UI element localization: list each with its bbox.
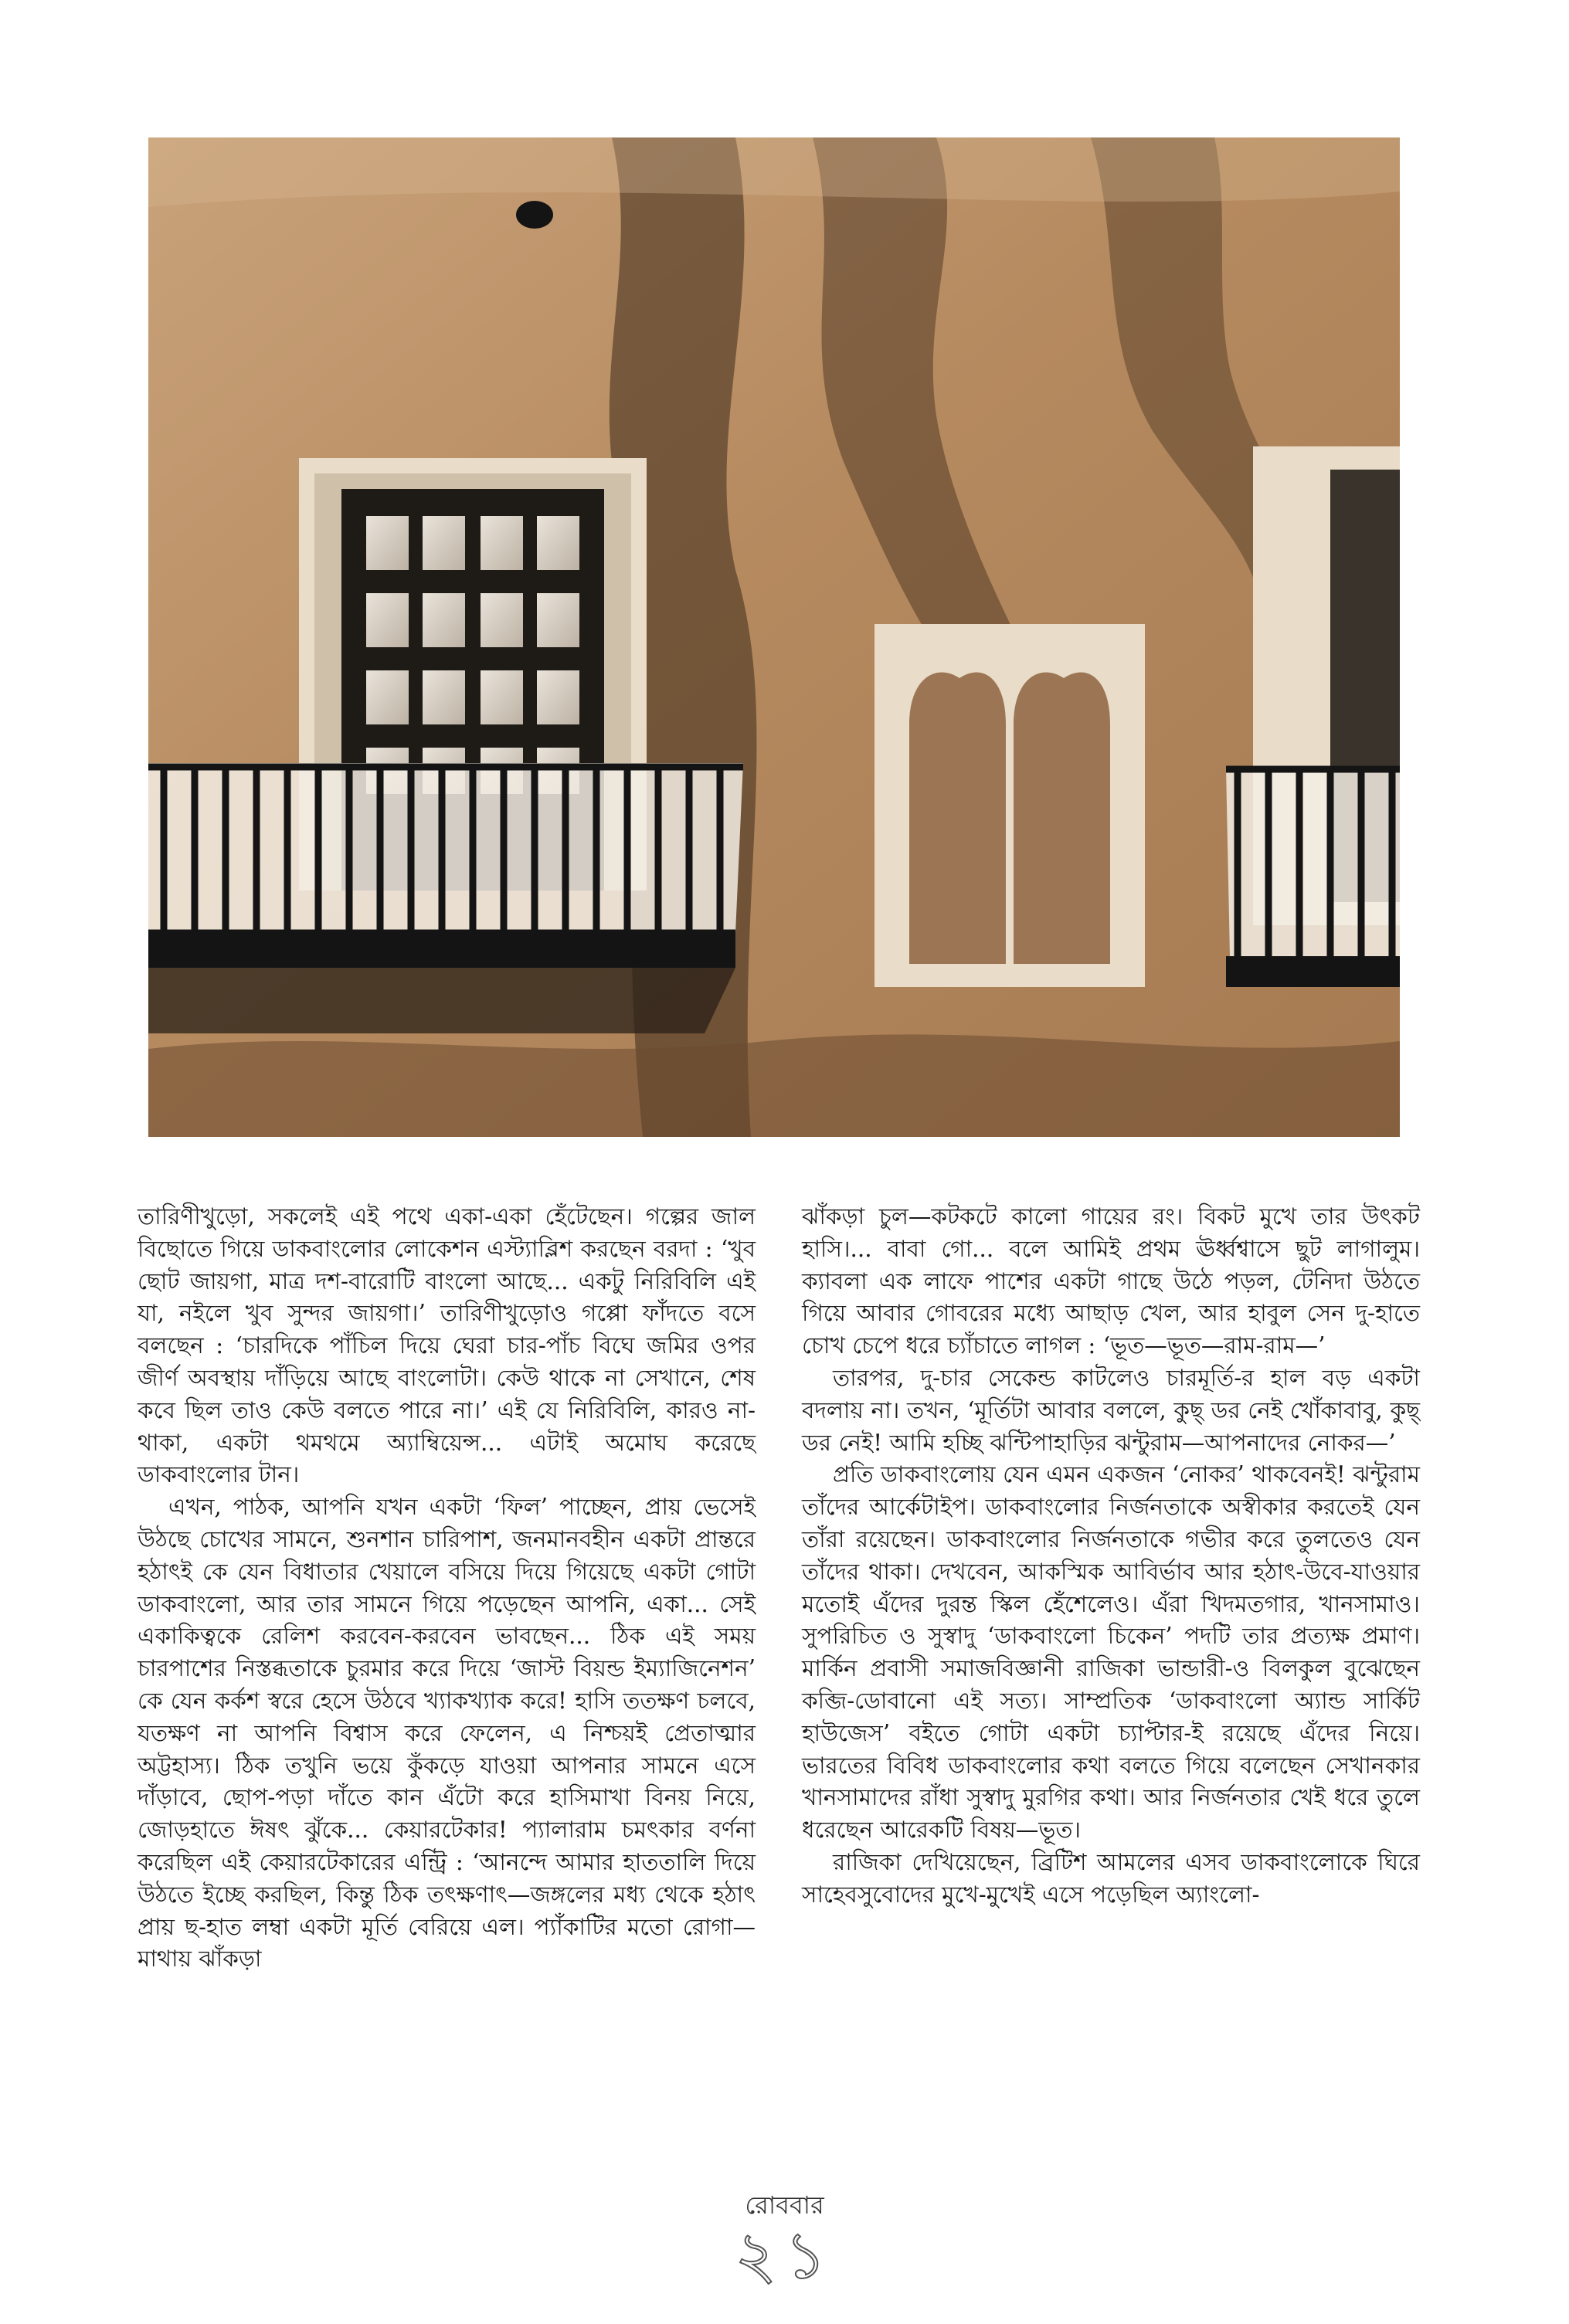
page-number: ২১	[734, 2217, 835, 2293]
paragraph: ঝাঁকড়া চুল—কটকটে কালো গায়ের রং। বিকট মুখে তার উৎকট হাসি।... বাবা গো... বলে আমিই প্রথম ঊর্ধ্বশ্বাসে ছুট লাগালুম। ক্যাবলা এক লাফে পাশের একটা গাছে উঠে পড়ল, টেনিদা উঠতে গিয়ে আবার গোবরের মধ্যে আছাড় খেল, আর হাবুল সেন দু-হাতে চোখ চেপে ধরে চ্যাঁচাতে লাগল : ‘ভূত—ভূত—রাম-রাম—’	[802, 1203, 1420, 1359]
magazine-name: রোববার	[745, 2190, 824, 2220]
building-photo	[148, 137, 1400, 1137]
article-column-left	[138, 1201, 756, 1976]
paragraph: রাজিকা দেখিয়েছেন, ব্রিটিশ আমলের এসব ডাকবাংলোকে ঘিরে সাহেবসুবোদের মুখে-মুখেই এসে পড়েছিল অ্যাংলো-	[802, 1848, 1420, 1908]
haunted-building-facade-photo	[148, 137, 1400, 1137]
paragraph: প্রতি ডাকবাংলোয় যেন এমন একজন ‘নোকর’ থাকবেনই! ঝন্টুরাম তাঁদের আর্কেটাইপ। ডাকবাংলোর নির্জনতাকে অস্বীকার করতেই যেন তাঁরা রয়েছেন। ডাকবাংলোর নির্জনতাকে গভীর করে তুলতেও যেন তাঁদের থাকা। দেখবেন, আকস্মিক আবির্ভাব আর হঠাৎ-উবে-যাওয়ার মতোই এঁদের দুরন্ত স্কিল হেঁশেলেও। এঁরা খিদমতগার, খানসামাও। সুপরিচিত ও সুস্বাদু ‘ডাকবাংলো চিকেন’ পদটি তার প্রত্যক্ষ প্রমাণ। মার্কিন প্রবাসী সমাজবিজ্ঞানী রাজিকা ভান্ডারী-ও বিলকুল বুঝেছেন কব্জি-ডোবানো এই সত্য। সাম্প্রতিক ‘ডাকবাংলো অ্যান্ড সার্কিট হাউজেস’ বইতে গোটা একটা চ্যাপ্টার-ই রয়েছে এঁদের নিয়ে। ভারতের বিবিধ ডাকবাংলোর কথা বলতে গিয়ে বলেছেন সেখানকার খানসামাদের রাঁধা সুস্বাদু মুরগির কথা। আর নির্জনতার খেই ধরে তুলে ধরেছেন আরেকটি বিষয়—ভূত।	[802, 1461, 1420, 1844]
page-footer	[0, 2190, 1569, 2293]
paragraph: তারিণীখুড়ো, সকলেই এই পথে একা-একা হেঁটেছেন। গল্পের জাল বিছোতে গিয়ে ডাকবাংলোর লোকেশন এস্ট্যাব্লিশ করছেন বরদা : ‘খুব ছোট জায়গা, মাত্র দশ-বারোটি বাংলো আছে... একটু নিরিবিলি এই যা, নইলে খুব সুন্দর জায়গা।’ তারিণীখুড়োও গপ্পো ফাঁদতে বসে বলছেন : ‘চারদিকে পাঁচিল দিয়ে ঘেরা চার-পাঁচ বিঘে জমির ওপর জীর্ণ অবস্থায় দাঁড়িয়ে আছে বাংলোটা। কেউ থাকে না সেখানে, শেষ কবে ছিল তাও কেউ বলতে পারে না।’ এই যে নিরিবিলি, কারও না-থাকা, একটা থমথমে অ্যাম্বিয়েন্স... এটাই অমোঘ করেছে ডাকবাংলোর টান।	[138, 1203, 756, 1488]
paragraph: তারপর, দু-চার সেকেন্ড কাটলেও চারমূর্তি-র হাল বড় একটা বদলায় না। তখন, ‘মূর্তিটা আবার বললে, কুছ্ ডর নেই খোঁকাবাবু, কুছ্ ডর নেই! আমি হচ্ছি ঝন্টিপাহাড়ির ঝন্টুরাম—আপনাদের নোকর—’	[802, 1364, 1420, 1456]
article-column-right	[802, 1201, 1420, 1912]
paragraph: এখন, পাঠক, আপনি যখন একটা ‘ফিল’ পাচ্ছেন, প্রায় ভেসেই উঠছে চোখের সামনে, শুনশান চারিপাশ, জনমানবহীন একটা প্রান্তরে হঠাৎই কে যেন বিধাতার খেয়ালে বসিয়ে দিয়ে গিয়েছে একটা গোটা ডাকবাংলো, আর তার সামনে গিয়ে পড়েছেন আপনি, একা... সেই একাকিত্বকে রেলিশ করবেন-করবেন ভাবছেন... ঠিক এই সময় চারপাশের নিস্তব্ধতাকে চুরমার করে দিয়ে ‘জাস্ট বিয়ন্ড ইম্যাজিনেশন’ কে যেন কর্কশ স্বরে হেসে উঠবে খ্যাকখ্যাক করে! হাসি ততক্ষণ চলবে, যতক্ষণ না আপনি বিশ্বাস করে ফেলেন, এ নিশ্চয়ই প্রেতাত্মার অট্টহাস্য। ঠিক তখুনি ভয়ে কুঁকড়ে যাওয়া আপনার সামনে এসে দাঁড়াবে, ছোপ-পড়া দাঁতে কান এঁটো করে হাসিমাখা বিনয় নিয়ে, জোড়হাতে ঈষৎ ঝুঁকে... কেয়ারটেকার! প্যালারাম চমৎকার বর্ণনা করেছিল এই কেয়ারটেকারের এন্ট্রি : ‘আনন্দে আমার হাততালি দিয়ে উঠতে ইচ্ছে করছিল, কিন্তু ঠিক তৎক্ষণাৎ—জঙ্গলের মধ্য থেকে হঠাৎ প্রায় ছ-হাত লম্বা একটা মূর্তি বেরিয়ে এল। প্যাঁকাটির মতো রোগা—মাথায় ঝাঁকড়া	[138, 1494, 756, 1973]
